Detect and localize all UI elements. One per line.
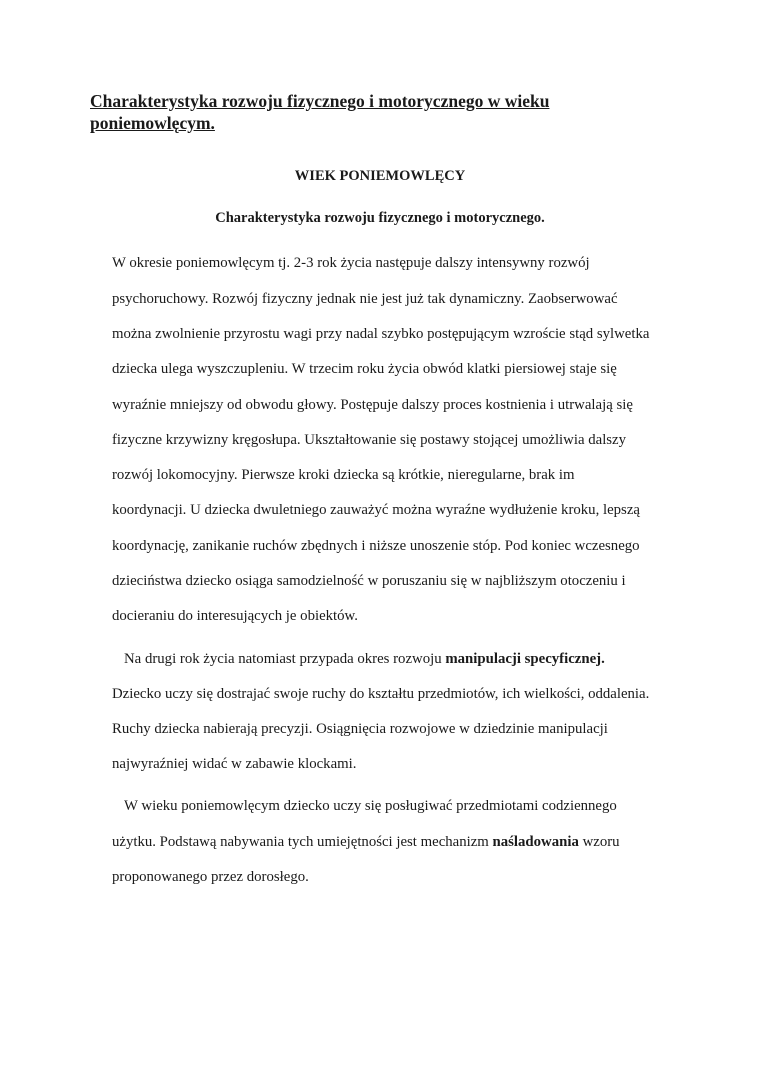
paragraph1-line: dziecka ulega wyszczupleniu. W trzecim roku życia obwód klatki piersiowej staje się (112, 361, 617, 377)
paragraph3-line: proponowanego przez dorosłego. (112, 869, 309, 885)
paragraph3-suffix: wzoru (578, 834, 620, 850)
document-title (90, 90, 610, 134)
paragraph1-line: można zwolnienie przyrostu wagi przy nadal szybko postępującym wzroście stąd sylwetka (112, 326, 650, 342)
paragraph2-line: najwyraźniej widać w zabawie klockami. (112, 756, 357, 772)
subheading: Charakterystyka rozwoju fizycznego i motorycznego. (215, 210, 545, 226)
title-line-1: Charakterystyka rozwoju fizycznego i motorycznego w wieku (90, 91, 550, 111)
section-heading: WIEK PONIEMOWLĘCY (294, 168, 466, 184)
paragraph2-line: Dziecko uczy się dostrajać swoje ruchy do kształtu przedmiotów, ich wielkości, oddalenia. (112, 686, 650, 702)
paragraph1-line: docieraniu do interesujących je obiektów. (112, 608, 358, 624)
paragraph3-line: W wieku poniemowlęcym dziecko uczy się posługiwać przedmiotami codziennego (124, 798, 617, 814)
paragraph2-line (124, 650, 605, 668)
paragraph1-line: wyraźnie mniejszy od obwodu głowy. Postępuje dalszy proces kostnienia i utrwalają się (112, 397, 633, 413)
paragraph1-line: W okresie poniemowlęcym tj. 2-3 rok życia następuje dalszy intensywny rozwój (112, 255, 590, 271)
paragraph1-line: koordynacji. U dziecka dwuletniego zauważyć można wyraźne wydłużenie kroku, lepszą (112, 502, 640, 518)
paragraph3-prefix: użytku. Podstawą nabywania tych umiejętności jest mechanizm (112, 834, 493, 850)
paragraph1-line: rozwój lokomocyjny. Pierwsze kroki dziecka są krótkie, nieregularne, brak im (112, 467, 575, 483)
paragraph3-line (112, 833, 620, 851)
paragraph3-bold-term: naśladowania (492, 834, 579, 850)
title-line-2: poniemowlęcym. (90, 113, 215, 133)
paragraph1-line: dzieciństwa dziecko osiąga samodzielność w poruszaniu się w najbliższym otoczeniu i (112, 573, 626, 589)
paragraph2-line: Ruchy dziecka nabierają precyzji. Osiągnięcia rozwojowe w dziedzinie manipulacji (112, 721, 608, 737)
paragraph1-line: koordynację, zanikanie ruchów zbędnych i niższe unoszenie stóp. Pod koniec wczesnego (112, 538, 640, 554)
paragraph2-bold-term: manipulacji specyficznej. (445, 651, 605, 667)
paragraph1-line: psychoruchowy. Rozwój fizyczny jednak nie jest już tak dynamiczny. Zaobserwować (112, 291, 618, 307)
paragraph2-prefix: Na drugi rok życia natomiast przypada okres rozwoju (124, 651, 446, 667)
paragraph1-line: fizyczne krzywizny kręgosłupa. Ukształtowanie się postawy stojącej umożliwia dalszy (112, 432, 627, 448)
